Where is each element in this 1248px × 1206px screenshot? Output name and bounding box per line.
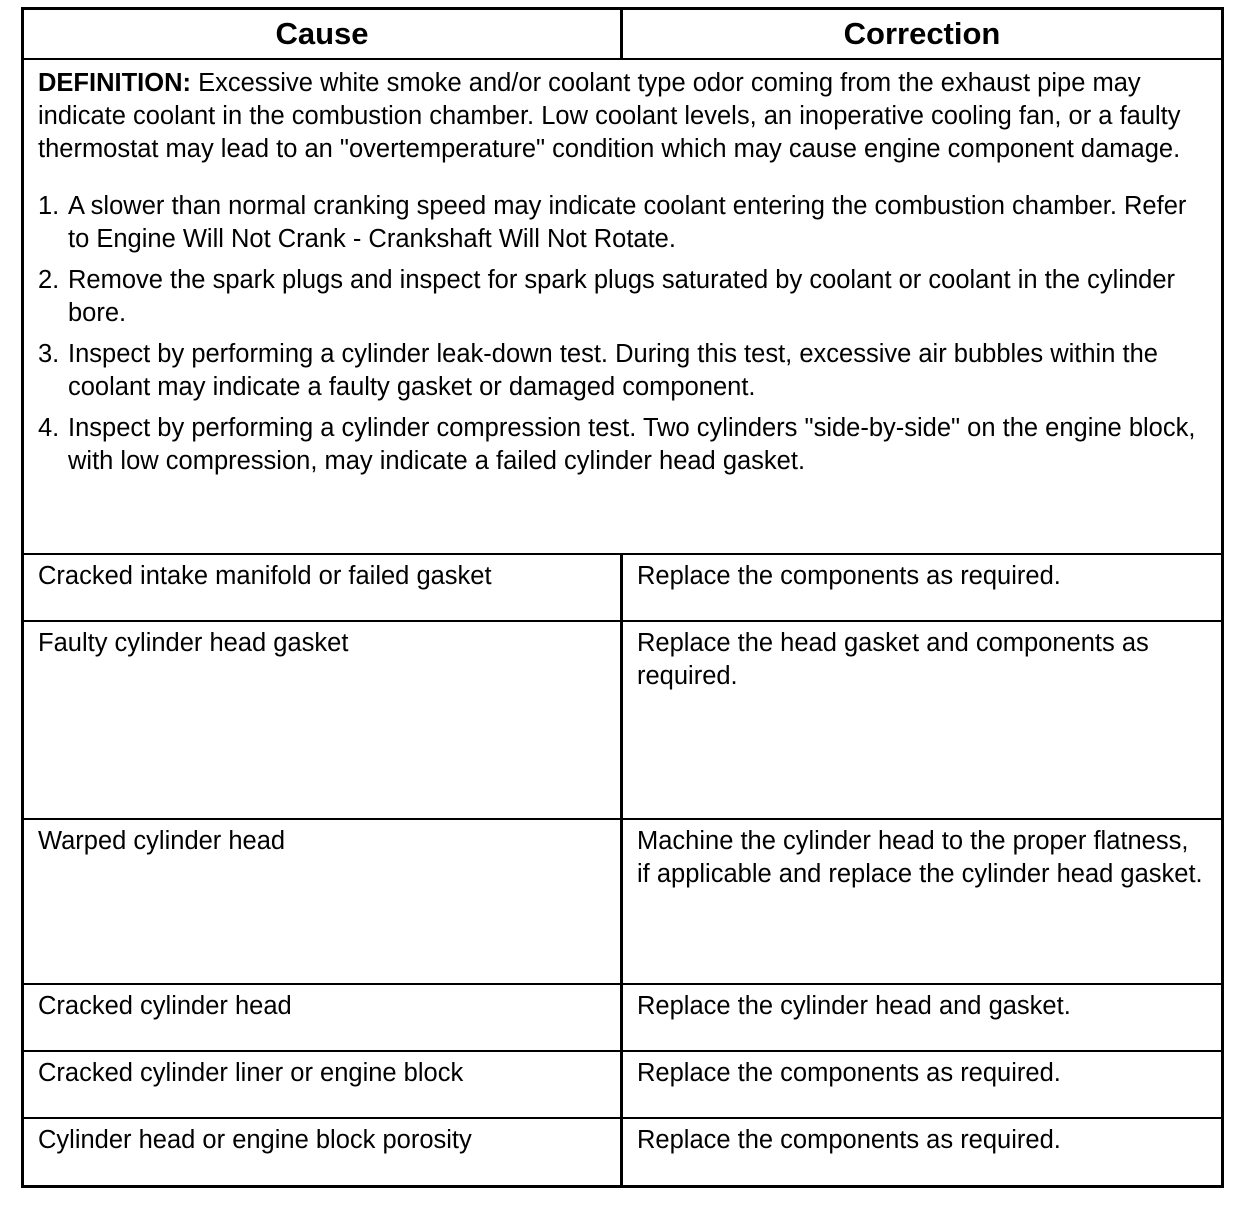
step-item: [38, 412, 1207, 478]
correction-header: Correction: [843, 16, 1001, 51]
step-number: 1.: [38, 192, 60, 220]
cause-cell: Cracked cylinder liner or engine block: [24, 1052, 623, 1117]
cause-cell: Cracked cylinder head: [24, 985, 623, 1050]
definition-label: DEFINITION:: [38, 69, 191, 97]
step-text: A slower than normal cranking speed may indicate coolant entering the combustion chamber. Refer to Engine Will Not Crank - Crankshaft Will Not Rotate.: [68, 192, 1187, 253]
step-number: 2.: [38, 266, 60, 294]
step-number: 3.: [38, 340, 60, 368]
cause-cell: Warped cylinder head: [24, 820, 623, 983]
table-row: [24, 1117, 1221, 1185]
cause-cell: Faulty cylinder head gasket: [24, 622, 623, 818]
cause-cell: Cylinder head or engine block porosity: [24, 1119, 623, 1185]
diagnostic-steps: [38, 190, 1207, 478]
step-item: [38, 338, 1207, 404]
table-row: [24, 620, 1221, 818]
definition-row: [24, 58, 1221, 553]
table-row: [24, 553, 1221, 620]
definition-text: Excessive white smoke and/or coolant type odor coming from the exhaust pipe may indicate coolant in the combustion chamber. Low coolant levels, an inoperative cooling fan, or a faulty thermostat may lead to an "overtemperature" condition which may cause engine component damage.: [38, 69, 1181, 163]
step-text: Inspect by performing a cylinder compression test. Two cylinders "side-by-side" on the engine block, with low compression, may indicate a failed cylinder head gasket.: [68, 414, 1196, 475]
diagnostic-table: [21, 7, 1224, 1188]
table-row: [24, 818, 1221, 983]
step-number: 4.: [38, 414, 60, 442]
correction-cell: Replace the head gasket and components as required.: [637, 629, 1149, 690]
cause-header: Cause: [24, 10, 623, 58]
correction-cell: Replace the components as required.: [637, 1059, 1061, 1087]
correction-cell: Machine the cylinder head to the proper flatness, if applicable and replace the cylinder head gasket.: [637, 827, 1203, 888]
step-text: Remove the spark plugs and inspect for spark plugs saturated by coolant or coolant in the cylinder bore.: [68, 266, 1176, 327]
step-item: [38, 264, 1207, 330]
table-row: [24, 983, 1221, 1050]
step-text: Inspect by performing a cylinder leak-down test. During this test, excessive air bubbles within the coolant may indicate a faulty gasket or damaged component.: [68, 340, 1158, 401]
table-row: [24, 1050, 1221, 1117]
step-item: [38, 190, 1207, 256]
definition-paragraph: [38, 67, 1207, 166]
correction-cell: Replace the components as required.: [637, 1126, 1061, 1154]
correction-cell: Replace the components as required.: [637, 562, 1061, 590]
correction-cell: Replace the cylinder head and gasket.: [637, 992, 1071, 1020]
cause-cell: Cracked intake manifold or failed gasket: [24, 555, 623, 620]
header-row: [24, 10, 1221, 58]
